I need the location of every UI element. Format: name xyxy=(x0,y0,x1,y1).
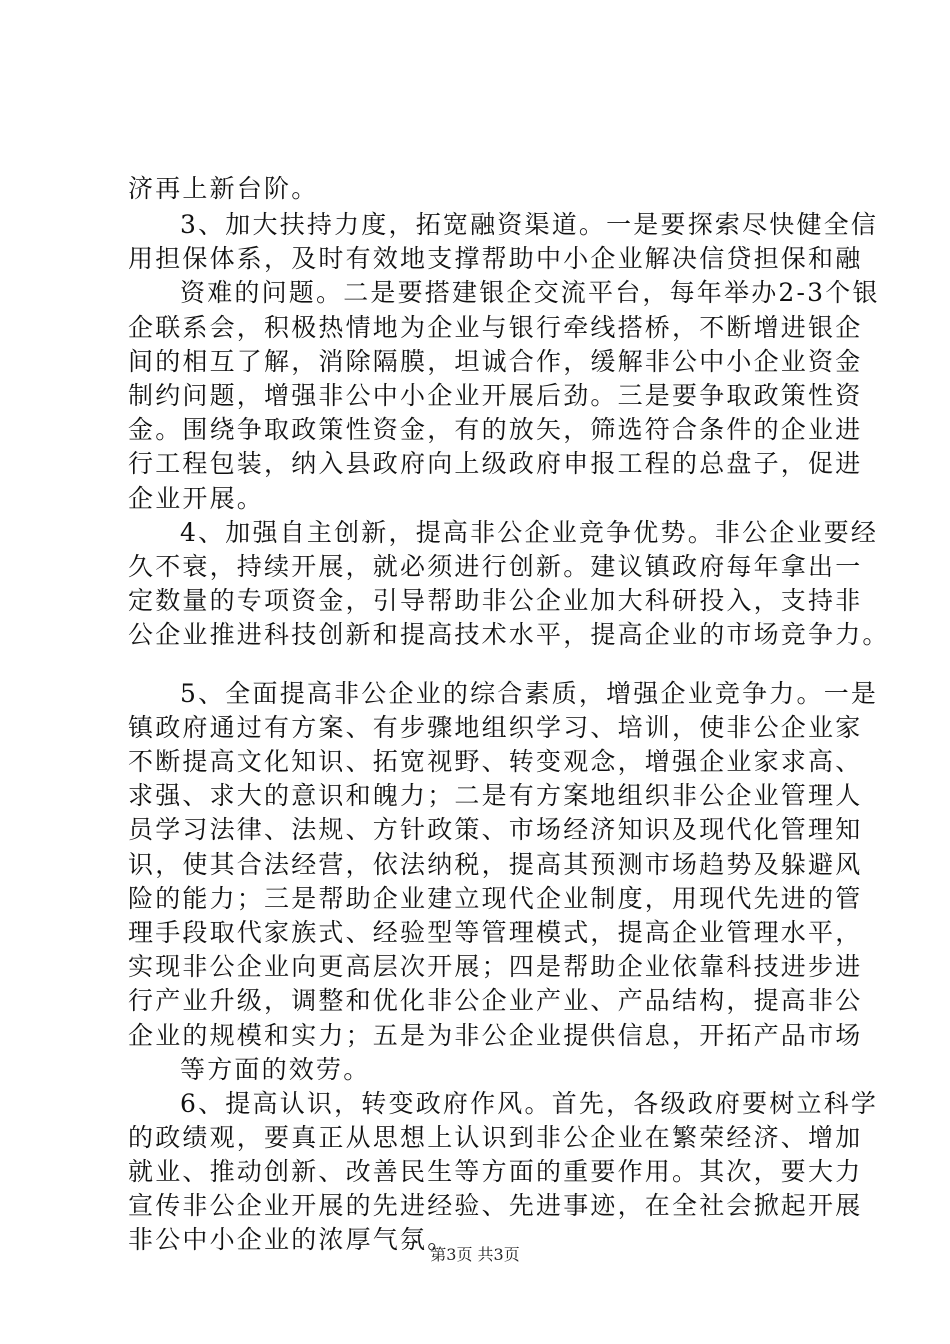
text-line: 公企业推进科技创新和提高技术水平，提高企业的市场竞争力。 xyxy=(128,620,890,649)
text-line: 久不衰，持续开展，就必须进行创新。建议镇政府每年拿出一 xyxy=(128,552,863,581)
text-line: 员学习法律、法规、方针政策、市场经济知识及现代化管理知 xyxy=(128,815,863,844)
text-line: 等方面的效劳。 xyxy=(180,1055,371,1084)
text-line: 镇政府通过有方案、有步骤地组织学习、培训，使非公企业家 xyxy=(128,713,863,742)
text-line: 险的能力；三是帮助企业建立现代企业制度，用现代先进的管 xyxy=(128,884,863,913)
text-line: 行产业升级，调整和优化非公企业产业、产品结构，提高非公 xyxy=(128,986,863,1015)
paragraph-6-heading-line: 6、提高认识，转变政府作风。首先，各级政府要树立科学 xyxy=(180,1089,879,1118)
text-line: 企业的规模和实力；五是为非公企业提供信息，开拓产品市场 xyxy=(128,1021,863,1050)
text-line: 间的相互了解，消除隔膜，坦诚合作，缓解非公中小企业资金 xyxy=(128,347,863,376)
paragraph-3-heading-line: 3、加大扶持力度，拓宽融资渠道。一是要探索尽快健全信 xyxy=(180,210,879,239)
text-line: 理手段取代家族式、经验型等管理模式，提高企业管理水平， xyxy=(128,918,863,947)
text-line: 企业开展。 xyxy=(128,484,265,513)
text-line: 实现非公企业向更高层次开展；四是帮助企业依靠科技进步进 xyxy=(128,952,863,981)
text-line: 济再上新台阶。 xyxy=(128,174,319,203)
text-line: 不断提高文化知识、拓宽视野、转变观念，增强企业家求高、 xyxy=(128,747,863,776)
paragraph-5-heading-line: 5、全面提高非公企业的综合素质，增强企业竞争力。一是 xyxy=(180,679,879,708)
text-line: 用担保体系，及时有效地支撑帮助中小企业解决信贷担保和融 xyxy=(128,244,863,273)
text-line: 非公中小企业的浓厚气氛。 xyxy=(128,1225,455,1254)
paragraph-4-heading-line: 4、加强自主创新，提高非公企业竞争优势。非公企业要经 xyxy=(180,518,879,547)
text-line: 企联系会，积极热情地为企业与银行牵线搭桥，不断增进银企 xyxy=(128,313,863,342)
page-number-footer: 第3页 共3页 xyxy=(430,1245,520,1264)
text-line: 定数量的专项资金，引导帮助非公企业加大科研投入，支持非 xyxy=(128,586,863,615)
text-line: 行工程包装，纳入县政府向上级政府申报工程的总盘子，促进 xyxy=(128,449,863,478)
text-line: 资难的问题。二是要搭建银企交流平台，每年举办2-3个银 xyxy=(180,278,880,307)
text-line: 就业、推动创新、改善民生等方面的重要作用。其次，要大力 xyxy=(128,1157,863,1186)
text-line: 的政绩观，要真正从思想上认识到非公企业在繁荣经济、增加 xyxy=(128,1123,863,1152)
text-line: 求强、求大的意识和魄力；二是有方案地组织非公企业管理人 xyxy=(128,781,863,810)
text-line: 金。围绕争取政策性资金，有的放矢，筛选符合条件的企业进 xyxy=(128,415,863,444)
text-line: 制约问题，增强非公中小企业开展后劲。三是要争取政策性资 xyxy=(128,381,863,410)
text-line: 识，使其合法经营，依法纳税，提高其预测市场趋势及躲避风 xyxy=(128,850,863,879)
text-line: 宣传非公企业开展的先进经验、先进事迹，在全社会掀起开展 xyxy=(128,1191,863,1220)
